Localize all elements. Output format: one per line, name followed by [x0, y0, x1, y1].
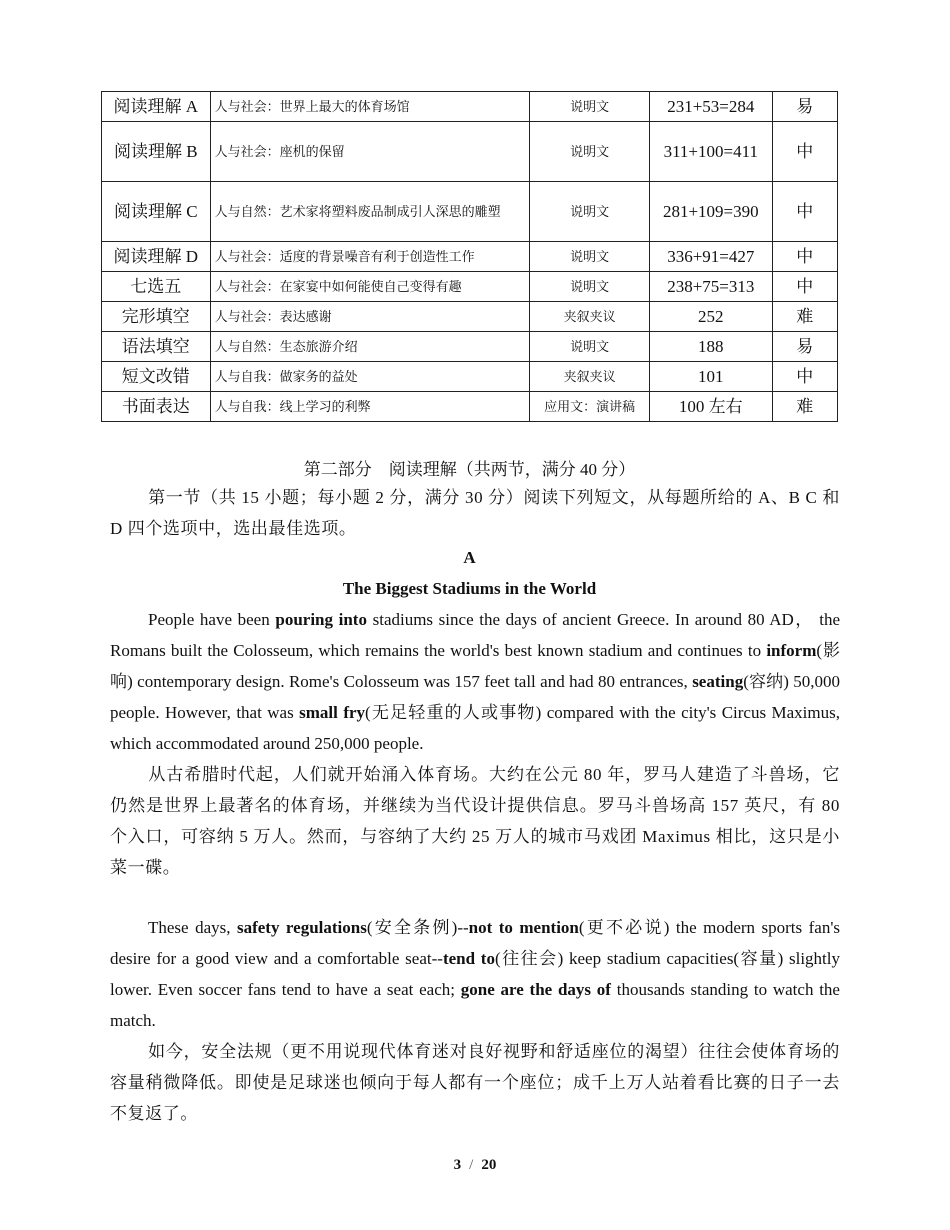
row-word-count: 336+91=427: [649, 242, 772, 272]
row-difficulty: 中: [772, 122, 837, 182]
row-theme: 人与社会：适度的背景噪音有利于创造性工作: [210, 242, 530, 272]
row-theme: 人与自我：线上学习的利弊: [210, 392, 530, 422]
row-section: 阅读理解 A: [102, 92, 211, 122]
row-difficulty: 易: [772, 92, 837, 122]
summary-table: [101, 91, 838, 422]
row-genre: 说明文: [530, 332, 650, 362]
passage-label: A: [463, 548, 476, 567]
passage-paragraph-2-translation: 如今，安全法规（更不用说现代体育迷对良好视野和舒适座位的渴望）往往会使体育场的容量稍微降低。即使是足球迷也倾向于每人都有一个座位；成千上万人站着看比赛的日子一去不复返了。: [110, 1042, 840, 1123]
row-genre: 说明文: [530, 122, 650, 182]
table-row: [102, 392, 838, 422]
page-number: 3 / 20: [453, 1157, 497, 1173]
section-instruction: 第一节（共 15 小题；每小题 2 分，满分 30 分）阅读下列短文，从每题所给的 A、B C 和 D 四个选项中，选出最佳选项。: [110, 488, 840, 538]
part-heading: 第二部分 阅读理解（共两节，满分 40 分）: [303, 460, 636, 479]
row-section: 书面表达: [102, 392, 211, 422]
row-word-count: 231+53=284: [649, 92, 772, 122]
row-section: 语法填空: [102, 332, 211, 362]
row-word-count: 238+75=313: [649, 272, 772, 302]
row-genre: 说明文: [530, 92, 650, 122]
row-genre: 应用文：演讲稿: [530, 392, 650, 422]
passage-paragraph-1: People have been pouring into stadiums since the days of ancient Greece. In around 80 AD， the Romans built the Colosseum, which remains the world's best known stadium and continues to inform(影响) contemporary design. Rome's Colosseum was 157 feet tall and had 80 entrances, seating(容纳) 50,000 people. However, that was small fry(无足轻重的人或事物) compared with the city's Circus Maximus, which accommodated around 250,000 people.: [110, 610, 841, 753]
table-row: [102, 92, 838, 122]
row-genre: 说明文: [530, 182, 650, 242]
row-theme: 人与自我：做家务的益处: [210, 362, 530, 392]
row-difficulty: 难: [772, 392, 837, 422]
table-row: [102, 122, 838, 182]
row-word-count: 252: [649, 302, 772, 332]
row-theme: 人与自然：生态旅游介绍: [210, 332, 530, 362]
row-section: 七选五: [102, 272, 211, 302]
row-difficulty: 难: [772, 302, 837, 332]
row-theme: 人与自然：艺术家将塑料废品制成引人深思的雕塑: [210, 182, 530, 242]
row-theme: 人与社会：世界上最大的体育场馆: [210, 92, 530, 122]
row-difficulty: 中: [772, 272, 837, 302]
row-difficulty: 中: [772, 242, 837, 272]
passage-title: The Biggest Stadiums in the World: [342, 579, 597, 598]
row-theme: 人与社会：表达感谢: [210, 302, 530, 332]
row-difficulty: 中: [772, 362, 837, 392]
row-difficulty: 中: [772, 182, 837, 242]
row-word-count: 101: [649, 362, 772, 392]
table-row: [102, 182, 838, 242]
row-word-count: 100 左右: [649, 392, 772, 422]
row-section: 阅读理解 C: [102, 182, 211, 242]
table-row: [102, 362, 838, 392]
passage-paragraph-1-translation: 从古希腊时代起，人们就开始涌入体育场。大约在公元 80 年，罗马人建造了斗兽场，它仍然是世界上最著名的体育场，并继续为当代设计提供信息。罗马斗兽场高 157 英尺，有 80 个入口，可容纳 5 万人。然而，与容纳了大约 25 万人的城市马戏团 Maximus 相比，这只是小菜一碟。: [110, 765, 840, 877]
row-genre: 说明文: [530, 272, 650, 302]
row-section: 阅读理解 B: [102, 122, 211, 182]
row-theme: 人与社会：在家宴中如何能使自己变得有趣: [210, 272, 530, 302]
table-row: [102, 332, 838, 362]
row-genre: 夹叙夹议: [530, 302, 650, 332]
row-section: 完形填空: [102, 302, 211, 332]
table-row: [102, 272, 838, 302]
row-word-count: 188: [649, 332, 772, 362]
row-genre: 夹叙夹议: [530, 362, 650, 392]
row-section: 阅读理解 D: [102, 242, 211, 272]
row-genre: 说明文: [530, 242, 650, 272]
row-theme: 人与社会：座机的保留: [210, 122, 530, 182]
row-difficulty: 易: [772, 332, 837, 362]
row-word-count: 311+100=411: [649, 122, 772, 182]
row-word-count: 281+109=390: [649, 182, 772, 242]
passage-paragraph-2: These days, safety regulations(安全条例)--not to mention(更不必说) the modern sports fan's desire for a good view and a comfortable seat--tend to(往往会) keep stadium capacities(容量) slightly lower. Even soccer fans tend to have a seat each; gone are the days of thousands standing to watch the match.: [110, 918, 840, 1030]
table-row: [102, 302, 838, 332]
table-row: [102, 242, 838, 272]
row-section: 短文改错: [102, 362, 211, 392]
